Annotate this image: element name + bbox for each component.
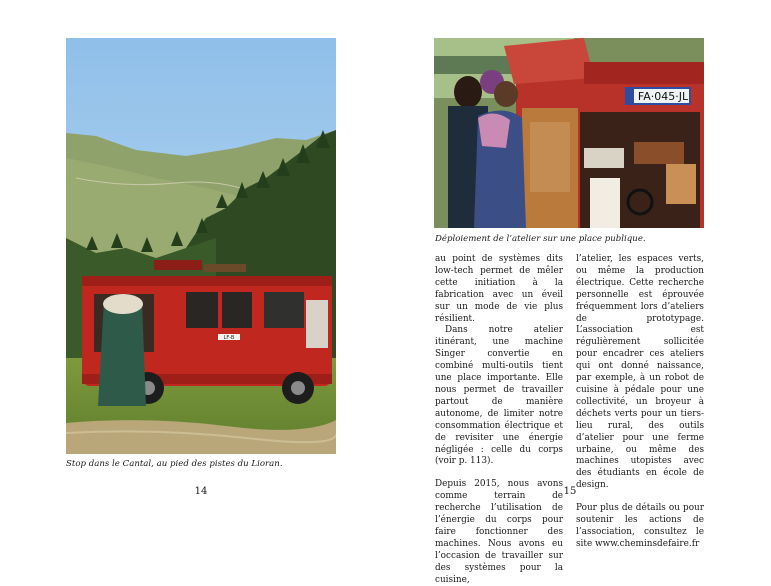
van-mountain-photo bbox=[66, 38, 336, 454]
right-page bbox=[386, 0, 771, 585]
left-page bbox=[0, 0, 385, 524]
paragraph: Dans notre atelier itinérant, une machine Singer convertie en combiné multi-outils tient une place importante. Elle nous permet de travailler partout de manière autonome, de limiter notre consommation électrique et de revisiter une énergie négligée : celle du corps (voir p. 113). bbox=[435, 325, 563, 467]
shower-tent bbox=[98, 294, 146, 406]
paragraph: l’atelier, les espaces verts, ou même la production électrique. Cette recherche personnelle est éprouvée fréquemment lors d’ateliers de prototypage. L’association est régulièrement sollicitée pour encadrer ces ateliers qui ont donné naissance, par exemple, à un robot de cuisine à pédale pour une collectivité, un broyeur à déchets verts pour un tiers-lieu rural, des outils d’atelier pour une ferme urbaine, ou même des machines utopistes avec des étudiants en école de design. bbox=[576, 254, 704, 491]
van-plate-text: LF-B bbox=[223, 335, 235, 341]
van-mountain-illustration bbox=[66, 38, 336, 454]
right-caption: Déploiement de l’atelier sur une place publique. bbox=[435, 234, 646, 244]
page-number-right: 15 bbox=[563, 486, 577, 497]
left-caption: Stop dans le Cantal, au pied des pistes du Lioran. bbox=[66, 459, 283, 469]
workshop-photo bbox=[434, 38, 704, 228]
page-number-left: 14 bbox=[194, 486, 208, 497]
truck-plate-text: FA·045·JL bbox=[637, 90, 689, 103]
paragraph: Pour plus de détails ou pour soutenir les actions de l’association, consultez le site www.cheminsdefaire.fr bbox=[576, 503, 704, 549]
paragraph: au point de systèmes dits low-tech permet de mêler cette initiation à la fabrication avec un éveil sur un mode de vie plus résilient. bbox=[435, 254, 563, 324]
text-column-right bbox=[576, 254, 704, 551]
paragraph: Depuis 2015, nous avons comme terrain de recherche l’utilisation de l’énergie du corps pour faire fonctionner des machines. Nous avons eu l’occasion de travailler sur des systèmes pour la cuisine, bbox=[435, 479, 563, 585]
workshop-illustration bbox=[434, 38, 704, 228]
text-column-left bbox=[435, 254, 563, 586]
